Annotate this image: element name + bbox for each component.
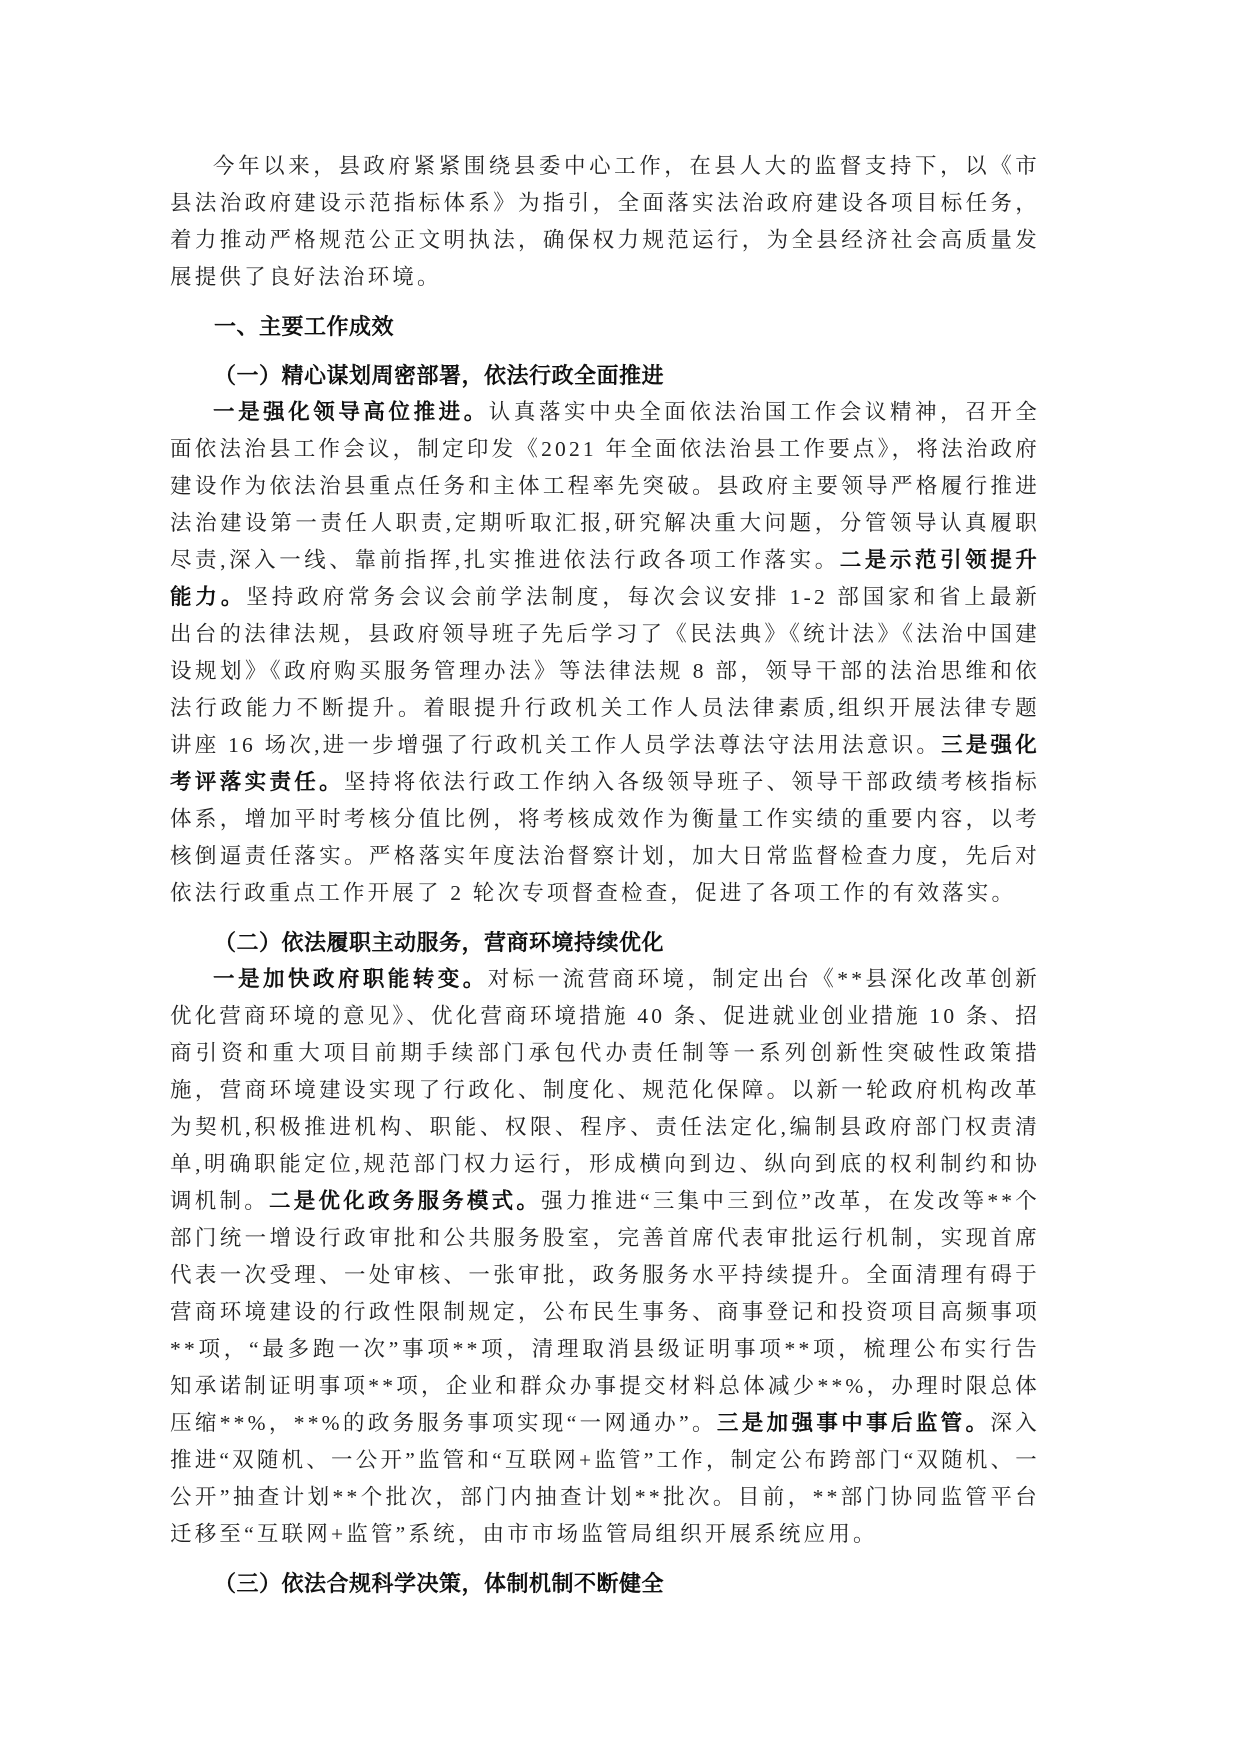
bold-lead-3: 三是强化考评落实责任。 bbox=[170, 733, 1040, 794]
text-run: 认真落实中央全面依法治国工作会议精神，召开全面依法治县工作会议，制定印发《2021 年全面依法治县工作要点》，将法治政府建设作为依法治县重点任务和主体工程率先突破。县政府主要领导严格履行推进法治建设第一责任人职责,定期听取汇报,研究解决重大问题，分管领导认真履职尽责,深入一线、靠前指挥,扎实推进依法行政各项工作落实。 bbox=[170, 400, 1041, 572]
bold-lead-1: 一是加快政府职能转变。 bbox=[213, 967, 488, 991]
bold-lead-3: 三是加强事中事后监管。 bbox=[716, 1411, 991, 1435]
text-run: 坚持政府常务会议会前学法制度，每次会议安排 1-2 部国家和省上最新出台的法律法规，县政府领导班子先后学习了《民法典》《统计法》《法治中国建设规划》《政府购买服务管理办法》等法律法规 8 部，领导干部的法治思维和依法行政能力不断提升。着眼提升行政机关工作人员法律素质,组织开展法律专题讲座 16 场次,进一步增强了行政机关工作人员学法尊法守法用法意识。 bbox=[170, 585, 1040, 757]
bold-lead-1: 一是强化领导高位推进。 bbox=[213, 400, 489, 424]
subsection-heading-2: （二）依法履职主动服务，营商环境持续优化 bbox=[214, 930, 665, 955]
text-run: 对标一流营商环境，制定出台《**县深化改革创新优化营商环境的意见》、优化营商环境措施 40 条、促进就业创业措施 10 条、招商引资和重大项目前期手续部门承包代办责任制等一系列创新性突破性政策措施，营商环境建设实现了行政化、制度化、规范化保障。以新一轮政府机构改革为契机,积极推进机构、职能、权限、程序、责任法定化,编制县政府部门权责清单,明确职能定位,规范部门权力运行，形成横向到边、纵向到底的权利制约和协调机制。 bbox=[170, 967, 1040, 1213]
subsection-1-paragraph bbox=[170, 394, 1040, 912]
subsection-2-paragraph bbox=[170, 961, 1040, 1553]
bold-lead-2: 二是优化政务服务模式。 bbox=[268, 1189, 542, 1213]
intro-paragraph: 今年以来，县政府紧紧围绕县委中心工作，在县人大的监督支持下，以《市县法治政府建设示范指标体系》为指引，全面落实法治政府建设各项目标任务，着力推动严格规范公正文明执法，确保权力规范运行，为全县经济社会高质量发展提供了良好法治环境。 bbox=[170, 154, 1040, 289]
text-run: 深入推进“双随机、一公开”监管和“互联网+监管”工作，制定公布跨部门“双随机、一公开”抽查计划**个批次，部门内抽查计划**批次。目前，**部门协同监管平台迁移至“互联网+监管”系统，由市市场监管局组织开展系统应用。 bbox=[170, 1411, 1040, 1546]
subsection-heading-1: （一）精心谋划周密部署，依法行政全面推进 bbox=[214, 363, 665, 388]
section-heading-main-achievements: 一、主要工作成效 bbox=[214, 314, 395, 339]
bold-lead-2: 二是示范引领提升能力。 bbox=[170, 548, 1040, 609]
text-run: 坚持将依法行政工作纳入各级领导班子、领导干部政绩考核指标体系，增加平时考核分值比例，将考核成效作为衡量工作实绩的重要内容，以考核倒逼责任落实。严格落实年度法治督察计划，加大日常监督检查力度，先后对依法行政重点工作开展了 2 轮次专项督查检查，促进了各项工作的有效落实。 bbox=[170, 770, 1040, 905]
text-run: 强力推进“三集中三到位”改革，在发改等**个部门统一增设行政审批和公共服务股室，完善首席代表审批运行机制，实现首席代表一次受理、一处审核、一张审批，政务服务水平持续提升。全面清理有碍于营商环境建设的行政性限制规定，公布民生事务、商事登记和投资项目高频事项**项，“最多跑一次”事项**项，清理取消县级证明事项**项，梳理公布实行告知承诺制证明事项**项，企业和群众办事提交材料总体减少**%，办理时限总体压缩**%，**%的政务服务事项实现“一网通办”。 bbox=[170, 1189, 1040, 1435]
subsection-heading-3: （三）依法合规科学决策，体制机制不断健全 bbox=[214, 1571, 665, 1596]
